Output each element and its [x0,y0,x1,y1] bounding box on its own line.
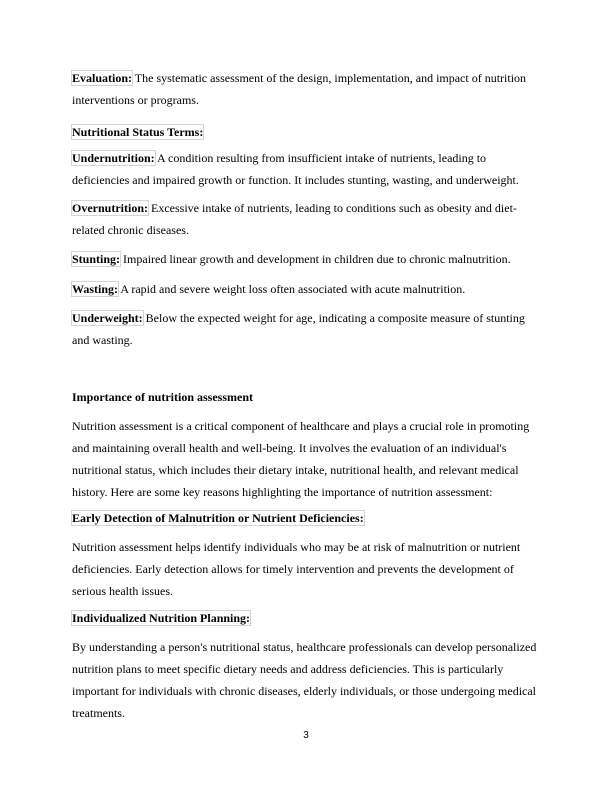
definition-wasting [72,278,542,300]
term-label: Overnutrition: [72,201,148,215]
page-number: 3 [303,730,309,741]
definition-undernutrition [72,147,542,191]
reason-heading-early-detection [72,507,542,529]
intro-paragraph: Nutrition assessment is a critical component of healthcare and plays a crucial role in promoting and maintaining overall health and well-being. It involves the evaluation of an individual's nutritional status, which includes their dietary intake, nutritional health, and relevant medical history. Here are some key reasons highlighting the importance of nutrition assessment: [72,419,530,499]
definition-text: Excessive intake of nutrients, leading to conditions such as obesity and diet-related chronic diseases. [72,201,517,237]
reason-paragraph: By understanding a person's nutritional status, healthcare professionals can develop personalized nutrition plans to meet specific dietary needs and address deficiencies. This is particularly important for individuals with chronic diseases, elderly individuals, or those undergoing medical treatments. [72,640,537,720]
definition-text: Impaired linear growth and development in children due to chronic malnutrition. [120,252,511,266]
definition-underweight [72,307,542,351]
term-label: Wasting: [72,282,119,296]
reason-heading-individualized-planning [72,607,542,629]
term-label: Stunting: [72,252,121,266]
definition-text: A condition resulting from insufficient intake of nutrients, leading to deficiencies and impaired growth or function. It includes stunting, wasting, and underweight. [72,151,519,187]
status-heading [72,121,542,143]
definition-evaluation [72,67,542,111]
definition-text: A rapid and severe weight loss often associated with acute malnutrition. [118,282,466,296]
section-subheading: Nutritional Status Terms: [72,125,204,139]
term-label: Evaluation: [72,71,133,85]
definition-overnutrition [72,197,542,241]
term-label: Undernutrition: [72,151,155,165]
definition-stunting [72,248,542,270]
reason-paragraph: Nutrition assessment helps identify individuals who may be at risk of malnutrition or nutrient deficiencies. Early detection allows for timely intervention and prevents the development of serious health issues. [72,540,521,598]
section-heading: Importance of nutrition assessment [72,390,253,404]
definition-text: The systematic assessment of the design, implementation, and impact of nutrition interventions or programs. [72,71,527,107]
term-label: Underweight: [72,311,143,325]
definition-text: Below the expected weight for age, indicating a composite measure of stunting and wasting. [72,311,525,347]
reason-heading: Early Detection of Malnutrition or Nutrient Deficiencies: [72,511,364,525]
reason-heading: Individualized Nutrition Planning: [72,611,251,625]
